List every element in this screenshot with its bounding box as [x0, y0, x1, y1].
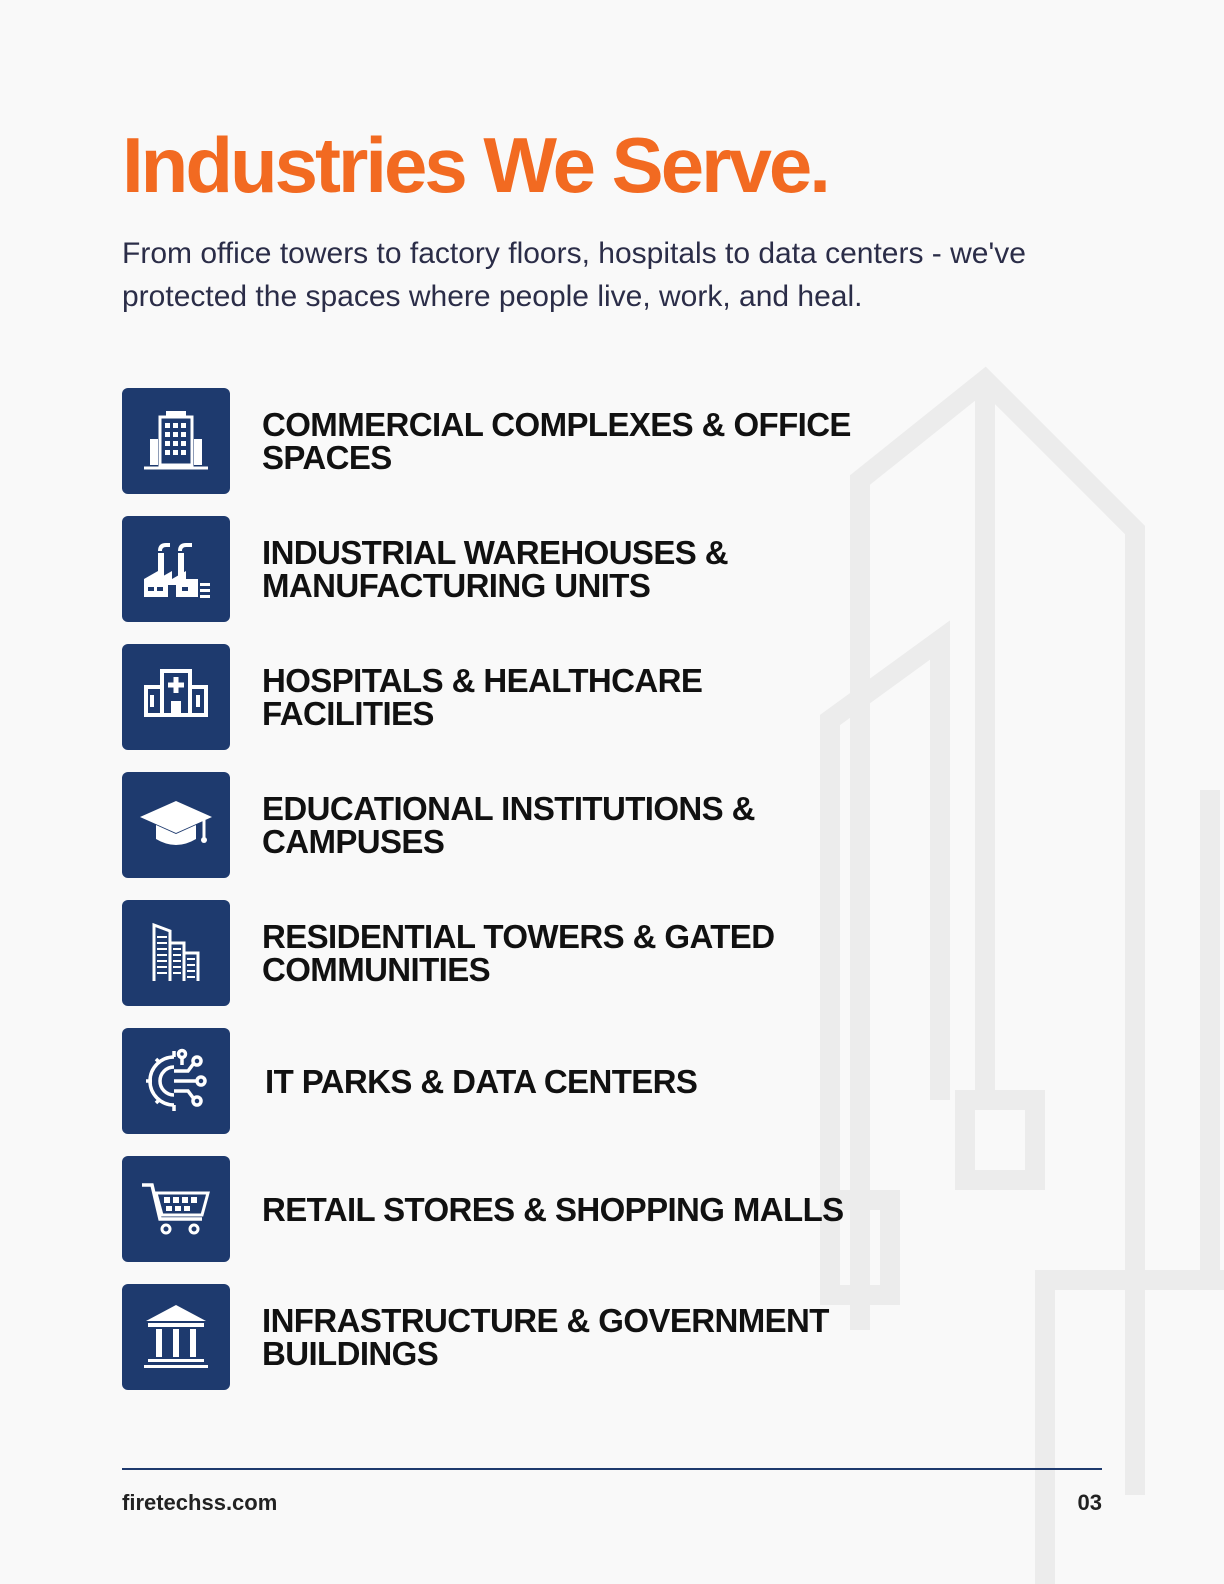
icon-tile [122, 772, 230, 878]
footer-website: firetechss.com [122, 1490, 278, 1515]
page-subtitle: From office towers to factory floors, hospitals to data centers - we've protected the spaces where people live, work, and heal. [122, 237, 1026, 313]
page-title: Industries We Serve. [122, 121, 828, 209]
industry-label: RESIDENTIAL TOWERS & GATED COMMUNITIES [262, 918, 775, 988]
icon-tile [122, 516, 230, 622]
industry-label: IT PARKS & DATA CENTERS [265, 1062, 698, 1100]
industry-item-commercial [122, 388, 942, 494]
industry-item-residential [122, 900, 942, 1006]
industry-item-industrial [122, 516, 942, 622]
industry-label: HOSPITALS & HEALTHCARE FACILITIES [262, 662, 703, 732]
graduation-cap-icon [138, 787, 214, 863]
industry-item-hospitals [122, 644, 942, 750]
industries-list [122, 388, 942, 1412]
industry-item-it-parks [122, 1028, 942, 1134]
icon-tile [122, 1156, 230, 1262]
industry-label: INFRASTRUCTURE & GOVERNMENT BUILDINGS [262, 1302, 829, 1372]
industry-label: COMMERCIAL COMPLEXES & OFFICE SPACES [262, 406, 851, 476]
icon-tile [122, 644, 230, 750]
footer-divider [122, 1468, 1102, 1470]
industry-label: EDUCATIONAL INSTITUTIONS & CAMPUSES [262, 790, 755, 860]
factory-icon [138, 531, 214, 607]
circuit-gear-icon [138, 1043, 214, 1119]
industry-item-educational [122, 772, 942, 878]
icon-tile [122, 1284, 230, 1390]
industry-item-infrastructure [122, 1284, 942, 1390]
industry-label: INDUSTRIAL WAREHOUSES & MANUFACTURING UNITS [262, 534, 728, 604]
icon-tile [122, 900, 230, 1006]
page-number: 03 [1077, 1490, 1102, 1515]
icon-tile [122, 388, 230, 494]
industry-item-retail [122, 1156, 942, 1262]
office-building-icon [138, 403, 214, 479]
shopping-cart-icon [138, 1171, 214, 1247]
residential-towers-icon [138, 915, 214, 991]
industry-label: RETAIL STORES & SHOPPING MALLS [262, 1190, 844, 1228]
icon-tile [122, 1028, 230, 1134]
government-building-icon [138, 1299, 214, 1375]
hospital-icon [138, 659, 214, 735]
